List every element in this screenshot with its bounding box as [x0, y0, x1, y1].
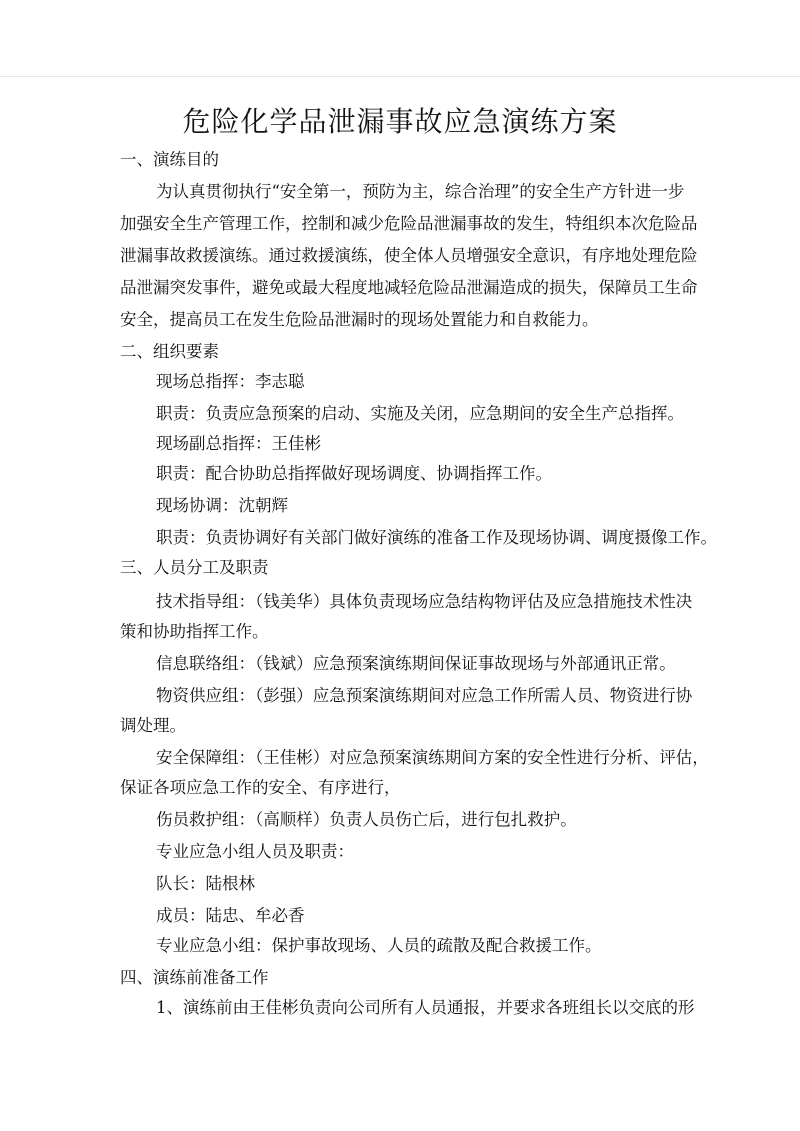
section-heading-roles: 三、人员分工及职责	[120, 558, 269, 577]
paragraph-line: 泄漏事故救援演练。通过救援演练，使全体人员增强安全意识，有序地处理危险	[120, 246, 698, 265]
section-heading-organization: 二、组织要素	[120, 342, 219, 361]
paragraph-line: 保证各项应急工作的安全、有序进行，	[120, 778, 401, 797]
paragraph-line: 调处理。	[120, 716, 186, 735]
paragraph-line: 信息联络组：（钱斌）应急预案演练期间保证事故现场与外部通讯正常。	[156, 654, 676, 673]
paragraph-line: 技术指导组：（钱美华）具体负责现场应急结构物评估及应急措施技术性决	[156, 592, 693, 611]
paragraph-line: 职责：负责应急预案的启动、实施及关闭，应急期间的安全生产总指挥。	[156, 404, 684, 423]
section-heading-preparation: 四、演练前准备工作	[120, 968, 269, 987]
paragraph-line: 品泄漏突发事件，避免或最大程度地减轻危险品泄漏造成的损失，保障员工生命	[120, 278, 698, 297]
document-title: 危险化学品泄漏事故应急演练方案	[182, 105, 618, 138]
paragraph-line: 伤员救护组：（高顺样）负责人员伤亡后，进行包扎救护。	[156, 810, 577, 829]
paragraph-line: 成员：陆忠、牟必香	[156, 906, 305, 925]
paragraph-line: 1、演练前由王佳彬负责向公司所有人员通报，并要求各班组长以交底的形	[156, 998, 695, 1017]
paragraph-line: 策和协助指挥工作。	[120, 622, 269, 641]
paragraph-line: 物资供应组：（彭强）应急预案演练期间对应急工作所需人员、物资进行协	[156, 686, 693, 705]
paragraph-line: 队长：陆根林	[156, 874, 255, 893]
paragraph-line: 现场协调：沈朝辉	[156, 496, 288, 515]
paragraph-line: 为认真贯彻执行“安全第一，预防为主，综合治理”的安全生产方针进一步	[156, 182, 685, 201]
paragraph-line: 专业应急小组：保护事故现场、人员的疏散及配合救援工作。	[156, 936, 602, 955]
paragraph-line: 职责：负责协调好有关部门做好演练的准备工作及现场协调、调度摄像工作。	[156, 528, 717, 547]
paragraph-line: 现场总指挥：李志聪	[156, 372, 305, 391]
section-heading-purpose: 一、演练目的	[120, 150, 219, 169]
paragraph-line: 安全，提高员工在发生危险品泄漏时的现场处置能力和自救能力。	[120, 310, 599, 329]
page-edge-divider	[0, 76, 800, 77]
paragraph-line: 专业应急小组人员及职责：	[156, 842, 354, 861]
paragraph-line: 现场副总指挥：王佳彬	[156, 434, 321, 453]
paragraph-line: 加强安全生产管理工作，控制和减少危险品泄漏事故的发生，特组织本次危险品	[120, 214, 698, 233]
paragraph-line: 职责：配合协助总指挥做好现场调度、协调指挥工作。	[156, 464, 552, 483]
paragraph-line: 安全保障组：（王佳彬）对应急预案演练期间方案的安全性进行分析、评估，	[156, 748, 709, 767]
